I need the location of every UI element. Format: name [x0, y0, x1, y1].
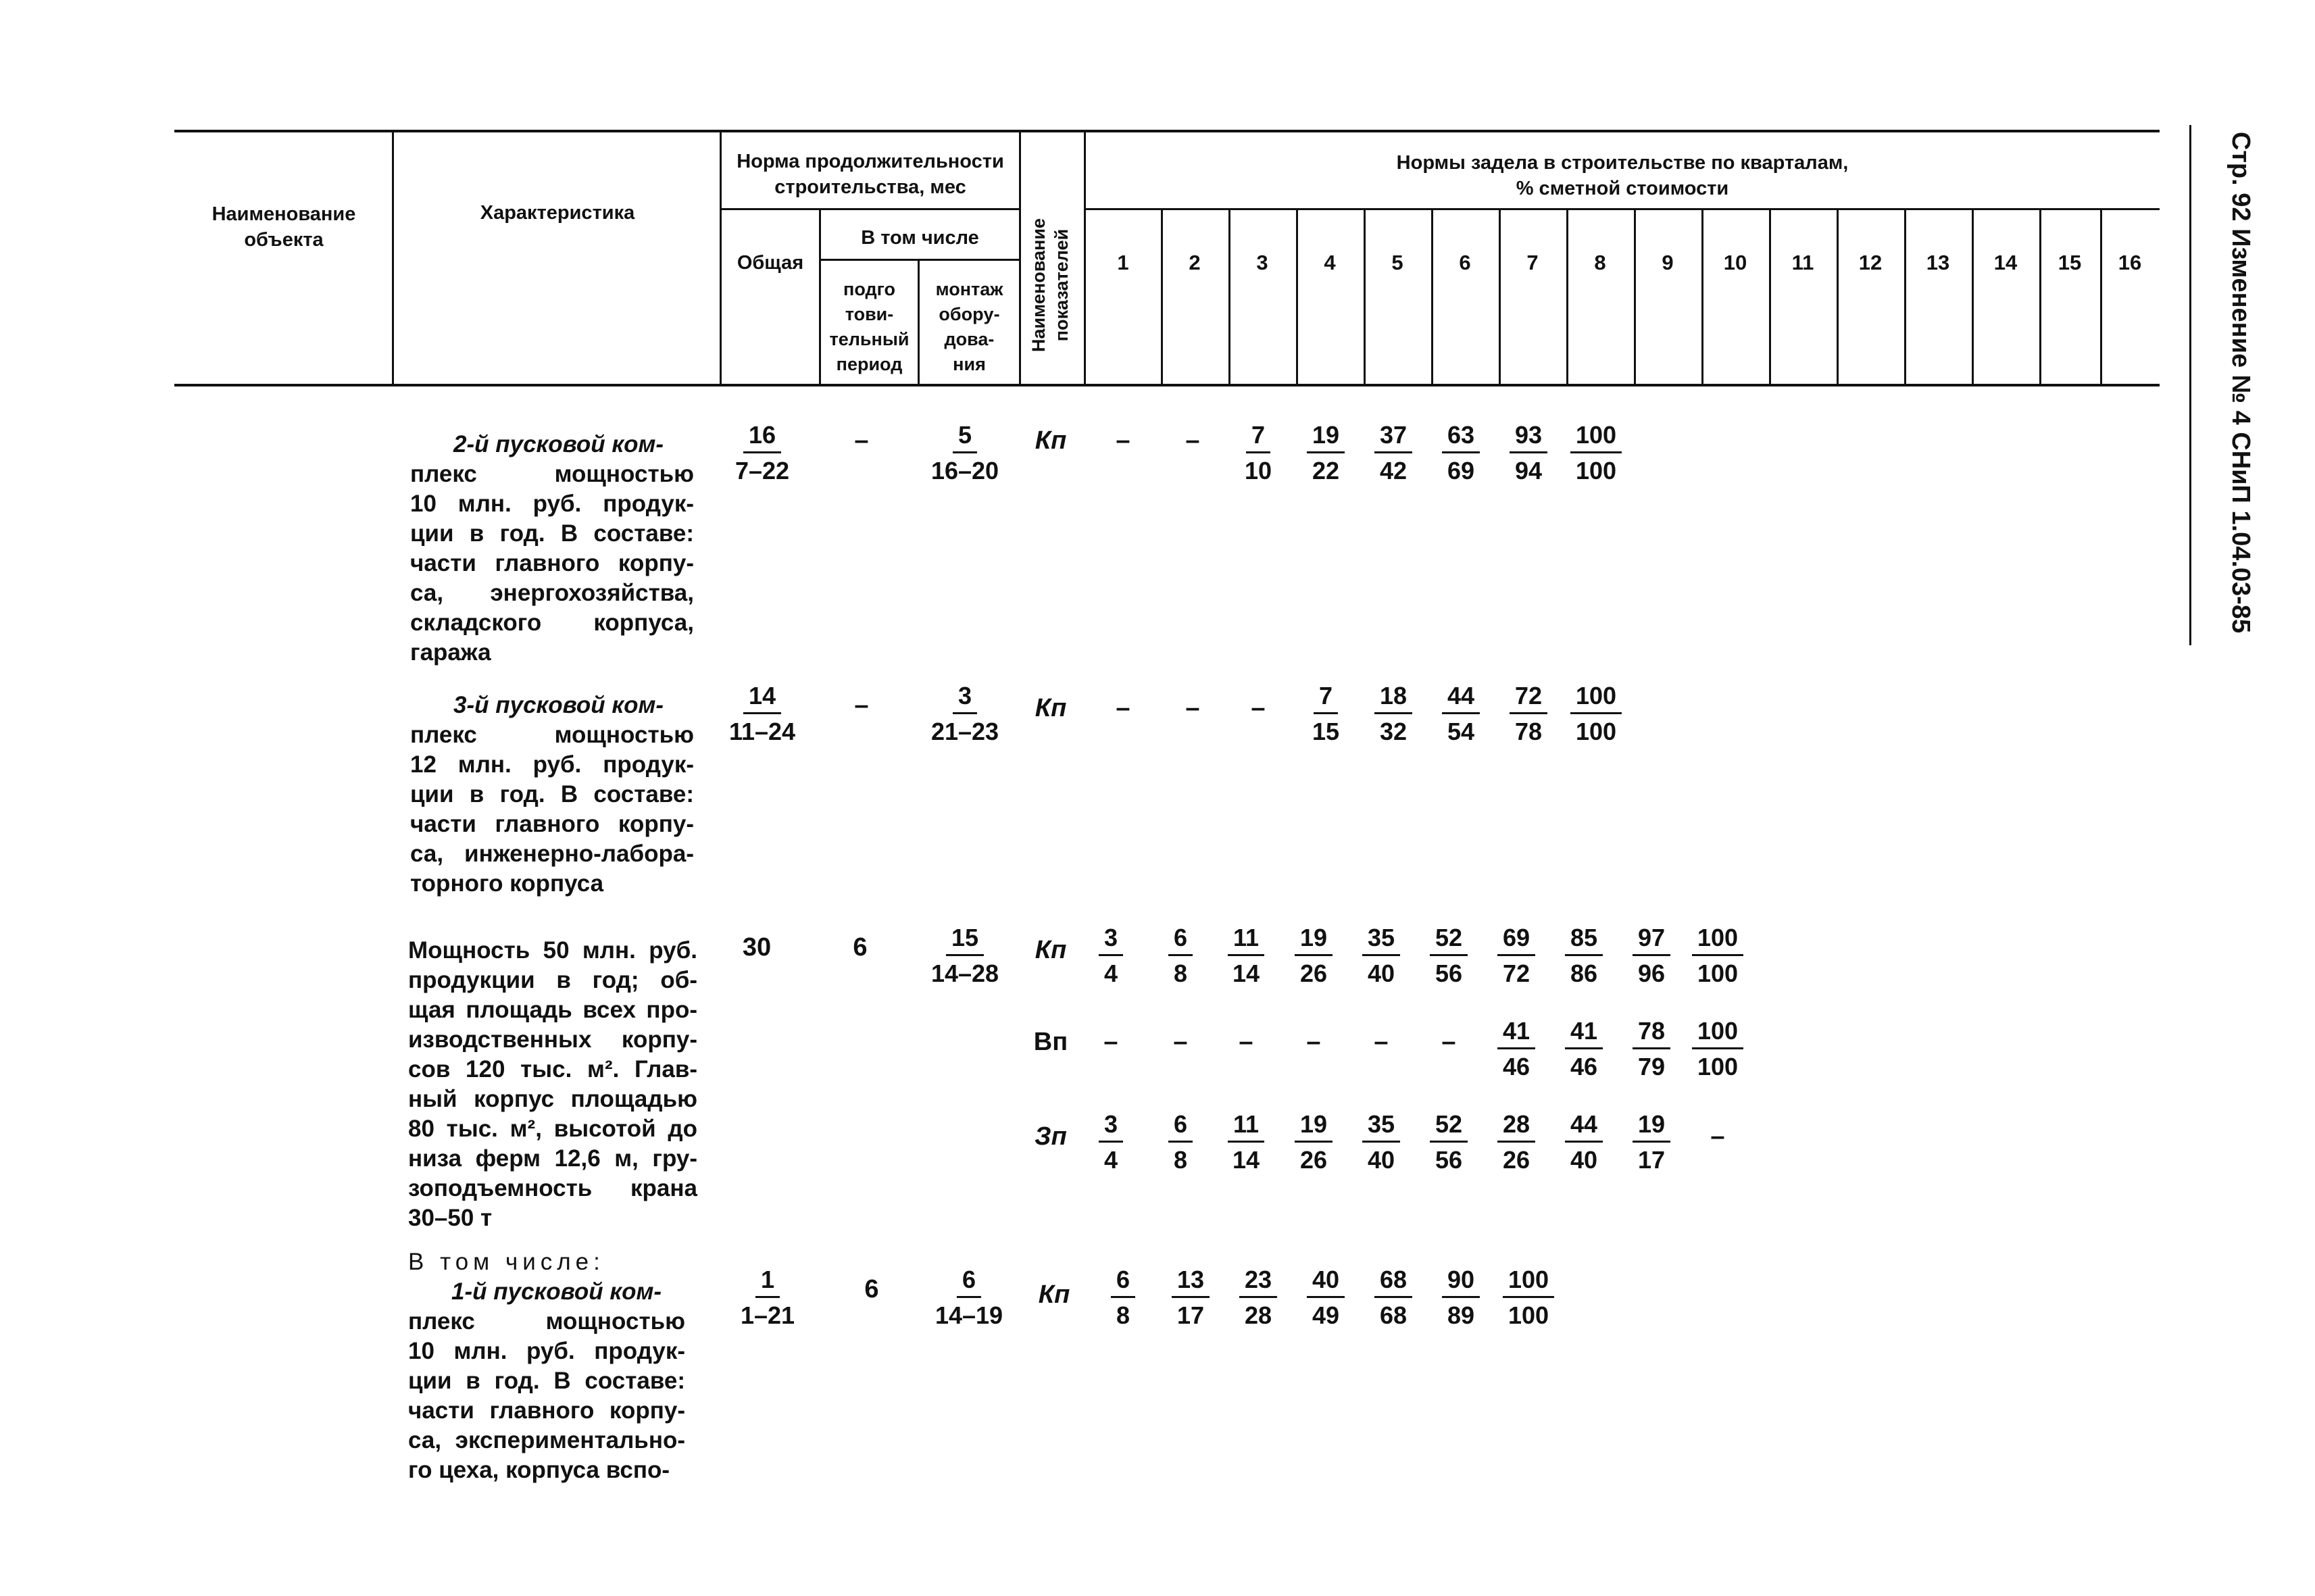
text-line: плекс мощностью: [410, 722, 694, 748]
text-line: плекс мощностью: [410, 461, 694, 487]
header-bottom-rule: [174, 384, 2160, 386]
denominator: 56: [1435, 959, 1463, 987]
denominator: 72: [1502, 959, 1530, 987]
quarter-dash: –: [1239, 1028, 1253, 1056]
header-line: дова-: [944, 329, 995, 349]
q-divider: [1904, 208, 1906, 385]
denominator: 100: [1575, 457, 1617, 484]
quarter-value: [1497, 1015, 1535, 1084]
text-line: складского корпуса,: [410, 609, 694, 636]
quarter-value: [1111, 1264, 1135, 1333]
mounting-duration: [926, 680, 1004, 749]
indicator-name: Кп: [1035, 936, 1067, 964]
header-line: объекта: [244, 229, 324, 251]
numerator: 63: [1442, 419, 1480, 453]
quarter-number: 3: [1256, 251, 1268, 274]
header-line: тельный: [829, 329, 910, 349]
header-line: Наименование: [211, 203, 356, 225]
quarter-number: 2: [1189, 251, 1201, 274]
quarter-dash: –: [1116, 426, 1130, 455]
denominator: 28: [1244, 1301, 1272, 1329]
denominator: 4: [1103, 1146, 1118, 1174]
quarter-number: 14: [1993, 251, 2018, 274]
quarter-number: 6: [1459, 251, 1471, 274]
numerator: 19: [1295, 922, 1333, 956]
numerator: 6: [1168, 922, 1193, 956]
quarter-value: [1510, 680, 1547, 749]
numerator: 28: [1497, 1108, 1535, 1143]
numerator: 100: [1570, 419, 1622, 453]
denominator: 100: [1575, 718, 1617, 745]
numerator: 100: [1503, 1264, 1554, 1298]
text-line: Мощность 50 млн. руб.: [408, 937, 697, 964]
quarter-value: [1442, 419, 1480, 489]
numerator: 100: [1570, 680, 1622, 714]
including-rule: [819, 259, 1020, 261]
quarters-rule: [1085, 208, 2160, 210]
quarter-number: 9: [1662, 251, 1674, 274]
indicator-name: Кп: [1038, 1280, 1070, 1309]
text-line: гаража: [410, 639, 491, 666]
denominator: 21–23: [930, 718, 999, 745]
quarter-value: [1239, 1264, 1277, 1333]
numerator: 3: [1099, 922, 1123, 956]
quarter-dash: –: [1103, 1028, 1118, 1056]
text-line: плекс мощностью: [408, 1308, 685, 1335]
denominator: 11–24: [728, 718, 796, 745]
numerator: 69: [1497, 922, 1535, 956]
denominator: 7–22: [735, 457, 790, 484]
text-line: части главного корпу-: [408, 1397, 685, 1424]
header-line: монтаж: [935, 279, 1003, 299]
numerator: 11: [1228, 922, 1264, 956]
header-including: В том числе: [861, 227, 979, 249]
numerator: 19: [1295, 1108, 1333, 1143]
denominator: 40: [1367, 959, 1395, 987]
numerator: 7: [1246, 419, 1270, 453]
total-duration: [730, 419, 795, 489]
header-line: тови-: [845, 304, 894, 324]
quarter-value: [1510, 419, 1547, 489]
indicator-name: Кп: [1035, 426, 1067, 455]
quarter-value: [1442, 680, 1480, 749]
quarter-value: [1692, 1015, 1743, 1084]
norm-subheader-rule: [722, 208, 1020, 210]
denominator: 79: [1637, 1053, 1666, 1080]
text-line: 10 млн. руб. продук-: [410, 491, 694, 517]
denominator: 40: [1367, 1146, 1395, 1174]
header-characteristic: Характеристика: [480, 202, 635, 224]
header-object-name: [182, 201, 385, 253]
header-line: подго: [843, 279, 895, 299]
quarter-value: [1307, 1264, 1345, 1333]
denominator: 26: [1299, 959, 1328, 987]
quarter-value: [1374, 419, 1412, 489]
numerator: 35: [1362, 922, 1400, 956]
header-indicator-name: [1027, 207, 1081, 363]
header-norms-by-quarter: [1085, 150, 2160, 201]
denominator: 100: [1697, 1053, 1739, 1080]
text-line: низа ферм 12,6 м, гру-: [408, 1145, 697, 1172]
indicator-name: Кп: [1035, 694, 1067, 722]
quarter-number: 12: [1858, 251, 1883, 274]
header-line: Наименование: [1028, 218, 1049, 353]
quarter-dash: –: [1185, 694, 1200, 722]
numerator: 90: [1442, 1264, 1480, 1298]
text-line: са, инженерно-лабора-: [410, 841, 694, 867]
indicator-name: Вп: [1033, 1028, 1068, 1056]
numerator: 85: [1565, 922, 1603, 956]
denominator: 15: [1312, 718, 1340, 745]
quarter-value: [1295, 922, 1333, 991]
q-divider: [1431, 208, 1433, 385]
quarter-dash: –: [1306, 1028, 1321, 1056]
denominator: 86: [1570, 959, 1598, 987]
text-line: 1-й пусковой ком-: [451, 1278, 662, 1305]
header-line: Норма продолжительности: [737, 151, 1004, 172]
quarter-value: [1430, 1108, 1468, 1178]
prep-period: –: [854, 691, 869, 720]
header-norm-duration: [722, 149, 1019, 200]
denominator: 14: [1232, 1146, 1260, 1174]
quarter-number: 13: [1926, 251, 1950, 274]
text-line: изводственных корпу-: [408, 1026, 697, 1053]
denominator: 14: [1232, 959, 1260, 987]
header-line: показателей: [1051, 228, 1072, 342]
text-line: ции в год. В составе:: [408, 1368, 685, 1394]
quarter-number: 1: [1117, 251, 1129, 274]
quarter-value: [1307, 680, 1345, 749]
text-line: 10 млн. руб. продук-: [408, 1338, 685, 1364]
denominator: 8: [1116, 1301, 1130, 1329]
text-line: 30–50 т: [408, 1205, 493, 1231]
q-divider: [1296, 208, 1298, 385]
quarter-value: [1570, 419, 1622, 489]
header-total: Общая: [737, 252, 804, 274]
quarter-number: 16: [2118, 251, 2142, 274]
indicator-name: Зп: [1035, 1122, 1067, 1151]
mounting-duration: [930, 1264, 1008, 1333]
numerator: 40: [1307, 1264, 1345, 1298]
denominator: 96: [1637, 959, 1666, 987]
sidebar-rule: [2189, 125, 2191, 645]
quarter-dash: –: [1441, 1028, 1456, 1056]
prep-period: –: [854, 426, 869, 455]
text-line: ции в год. В составе:: [410, 781, 694, 807]
text-line: щая площадь всех про-: [408, 997, 697, 1023]
numerator: 15: [946, 922, 984, 956]
numerator: 68: [1374, 1264, 1412, 1298]
numerator: 44: [1442, 680, 1480, 714]
header-prep-period: [821, 277, 918, 377]
quarter-number: 7: [1526, 251, 1539, 274]
q-divider: [1972, 208, 1974, 385]
denominator: 68: [1379, 1301, 1408, 1329]
denominator: 69: [1447, 457, 1475, 484]
text-line: продукции в год; об-: [408, 967, 697, 993]
total-duration: [735, 1264, 800, 1333]
denominator: 26: [1299, 1146, 1328, 1174]
numerator: 44: [1565, 1108, 1603, 1143]
quarter-value: [1227, 922, 1265, 991]
text-line: 80 тыс. м², высотой до: [408, 1116, 697, 1142]
quarter-dash: –: [1185, 426, 1200, 455]
text-line: зоподъемность крана: [408, 1175, 697, 1201]
numerator: 3: [953, 680, 977, 714]
quarter-number: 15: [2058, 251, 2082, 274]
text-line: са, энергохозяйства,: [410, 580, 694, 606]
quarter-value: [1099, 1108, 1123, 1178]
quarter-value: [1362, 922, 1400, 991]
header-line: оборy-: [939, 304, 1000, 324]
numerator: 37: [1374, 419, 1412, 453]
text-line: 12 млн. руб. продук-: [410, 751, 694, 778]
denominator: 46: [1502, 1053, 1530, 1080]
q-divider: [1566, 208, 1568, 385]
header-line: % сметной стоимости: [1516, 178, 1729, 199]
denominator: 78: [1514, 718, 1543, 745]
denominator: 54: [1447, 718, 1475, 745]
numerator: 72: [1510, 680, 1547, 714]
quarter-value: [1497, 922, 1535, 991]
denominator: 17: [1637, 1146, 1666, 1174]
q-divider: [1837, 208, 1839, 385]
quarter-dash: –: [1116, 694, 1130, 722]
numerator: 19: [1633, 1108, 1670, 1143]
total-duration: 30: [742, 933, 772, 962]
numerator: 97: [1633, 922, 1670, 956]
header-mounting: [920, 277, 1019, 377]
quarter-value: [1227, 1108, 1265, 1178]
denominator: 100: [1508, 1301, 1549, 1329]
text-line: ный корпус площадью: [408, 1086, 697, 1112]
denominator: 14–19: [935, 1301, 1003, 1329]
text-line: торного корпуса: [410, 870, 604, 897]
row2-characteristic: [410, 691, 694, 899]
col-divider: [1019, 131, 1021, 385]
q-divider: [1364, 208, 1366, 385]
quarter-value: [1239, 419, 1277, 489]
quarter-number: 5: [1391, 251, 1403, 274]
numerator: 1: [755, 1264, 780, 1298]
numerator: 6: [1111, 1264, 1135, 1298]
denominator: 16–20: [930, 457, 999, 484]
text-line: 3-й пусковой ком-: [453, 692, 664, 718]
prep-period: 6: [853, 933, 868, 962]
denominator: 100: [1697, 959, 1739, 987]
total-duration: [724, 680, 801, 749]
quarter-value: [1295, 1108, 1333, 1178]
quarter-value: [1565, 1015, 1603, 1084]
quarter-value: [1374, 680, 1412, 749]
q-divider: [1161, 208, 1163, 385]
col-divider: [392, 131, 394, 385]
sidebar-page-ref: Стр. 92 Изменение № 4 СНиП 1.04.03-85: [2226, 131, 2255, 634]
prep-period: 6: [864, 1275, 879, 1303]
quarter-value: [1633, 922, 1670, 991]
denominator: 8: [1173, 1146, 1188, 1174]
quarter-value: [1497, 1108, 1535, 1178]
q-divider: [2039, 208, 2041, 385]
denominator: 1–21: [740, 1301, 795, 1329]
denominator: 10: [1244, 457, 1272, 484]
denominator: 14–28: [930, 959, 999, 987]
quarter-value: [1503, 1264, 1554, 1333]
numerator: 93: [1510, 419, 1547, 453]
mounting-duration: [926, 419, 1004, 489]
quarter-value: [1565, 1108, 1603, 1178]
numerator: 5: [953, 419, 977, 453]
numerator: 52: [1430, 922, 1468, 956]
denominator: 17: [1176, 1301, 1205, 1329]
header-line: Нормы задела в строительстве по кварталам,: [1396, 152, 1849, 174]
row4-intro: В том числе:: [408, 1249, 605, 1275]
quarter-value: [1307, 419, 1345, 489]
q-divider: [1769, 208, 1771, 385]
numerator: 6: [957, 1264, 981, 1298]
header-line: период: [836, 354, 903, 374]
denominator: 56: [1435, 1146, 1463, 1174]
quarter-dash: –: [1710, 1122, 1725, 1151]
numerator: 18: [1374, 680, 1412, 714]
row1-characteristic: [410, 430, 694, 668]
denominator: 22: [1312, 457, 1340, 484]
numerator: 16: [743, 419, 781, 453]
numerator: 11: [1228, 1108, 1264, 1143]
header-top-rule: [174, 130, 2160, 132]
quarter-value: [1172, 1264, 1210, 1333]
mounting-duration: [926, 922, 1004, 991]
numerator: 35: [1362, 1108, 1400, 1143]
row3-characteristic: [408, 936, 697, 1233]
denominator: 8: [1173, 959, 1188, 987]
numerator: 78: [1633, 1015, 1670, 1049]
denominator: 46: [1570, 1053, 1598, 1080]
denominator: 42: [1379, 457, 1408, 484]
q-divider: [1499, 208, 1501, 385]
numerator: 23: [1239, 1264, 1277, 1298]
row4-characteristic: [408, 1277, 685, 1485]
header-line: ния: [953, 354, 986, 374]
denominator: 94: [1514, 457, 1543, 484]
q-divider: [1634, 208, 1636, 385]
text-line: го цеха, корпуса вспо-: [408, 1457, 670, 1483]
quarter-value: [1633, 1015, 1670, 1084]
quarter-number: 4: [1324, 251, 1336, 274]
quarter-value: [1430, 922, 1468, 991]
numerator: 6: [1168, 1108, 1193, 1143]
denominator: 4: [1103, 959, 1118, 987]
quarter-value: [1565, 922, 1603, 991]
text-line: части главного корпу-: [410, 811, 694, 837]
text-line: ции в год. В составе:: [410, 520, 694, 547]
header-line: строительства, мес: [774, 176, 966, 198]
text-line: сов 120 тыс. м². Глав-: [408, 1056, 697, 1082]
denominator: 32: [1379, 718, 1408, 745]
quarter-value: [1692, 922, 1743, 991]
numerator: 14: [743, 680, 781, 714]
text-line: 2-й пусковой ком-: [453, 431, 664, 457]
quarter-value: [1374, 1264, 1412, 1333]
quarter-number: 10: [1723, 251, 1747, 274]
quarter-number: 11: [1791, 251, 1814, 274]
q-divider: [1701, 208, 1703, 385]
quarter-dash: –: [1173, 1028, 1188, 1056]
quarter-value: [1633, 1108, 1670, 1178]
quarter-dash: –: [1251, 694, 1266, 722]
numerator: 100: [1692, 1015, 1743, 1049]
numerator: 19: [1307, 419, 1345, 453]
numerator: 3: [1099, 1108, 1123, 1143]
quarter-value: [1570, 680, 1622, 749]
quarter-value: [1099, 922, 1123, 991]
denominator: 40: [1570, 1146, 1598, 1174]
text-line: части главного корпу-: [410, 550, 694, 576]
numerator: 52: [1430, 1108, 1468, 1143]
denominator: 89: [1447, 1301, 1475, 1329]
denominator: 26: [1502, 1146, 1530, 1174]
text-line: са, экспериментально-: [408, 1427, 685, 1453]
quarter-value: [1168, 1108, 1193, 1178]
q-divider: [1228, 208, 1230, 385]
numerator: 13: [1172, 1264, 1210, 1298]
quarter-value: [1168, 922, 1193, 991]
quarter-value: [1442, 1264, 1480, 1333]
q-divider: [2100, 208, 2102, 385]
quarter-dash: –: [1374, 1028, 1389, 1056]
numerator: 7: [1314, 680, 1338, 714]
quarter-value: [1362, 1108, 1400, 1178]
numerator: 41: [1565, 1015, 1603, 1049]
denominator: 49: [1312, 1301, 1340, 1329]
numerator: 41: [1497, 1015, 1535, 1049]
quarter-number: 8: [1594, 251, 1606, 274]
numerator: 100: [1692, 922, 1743, 956]
